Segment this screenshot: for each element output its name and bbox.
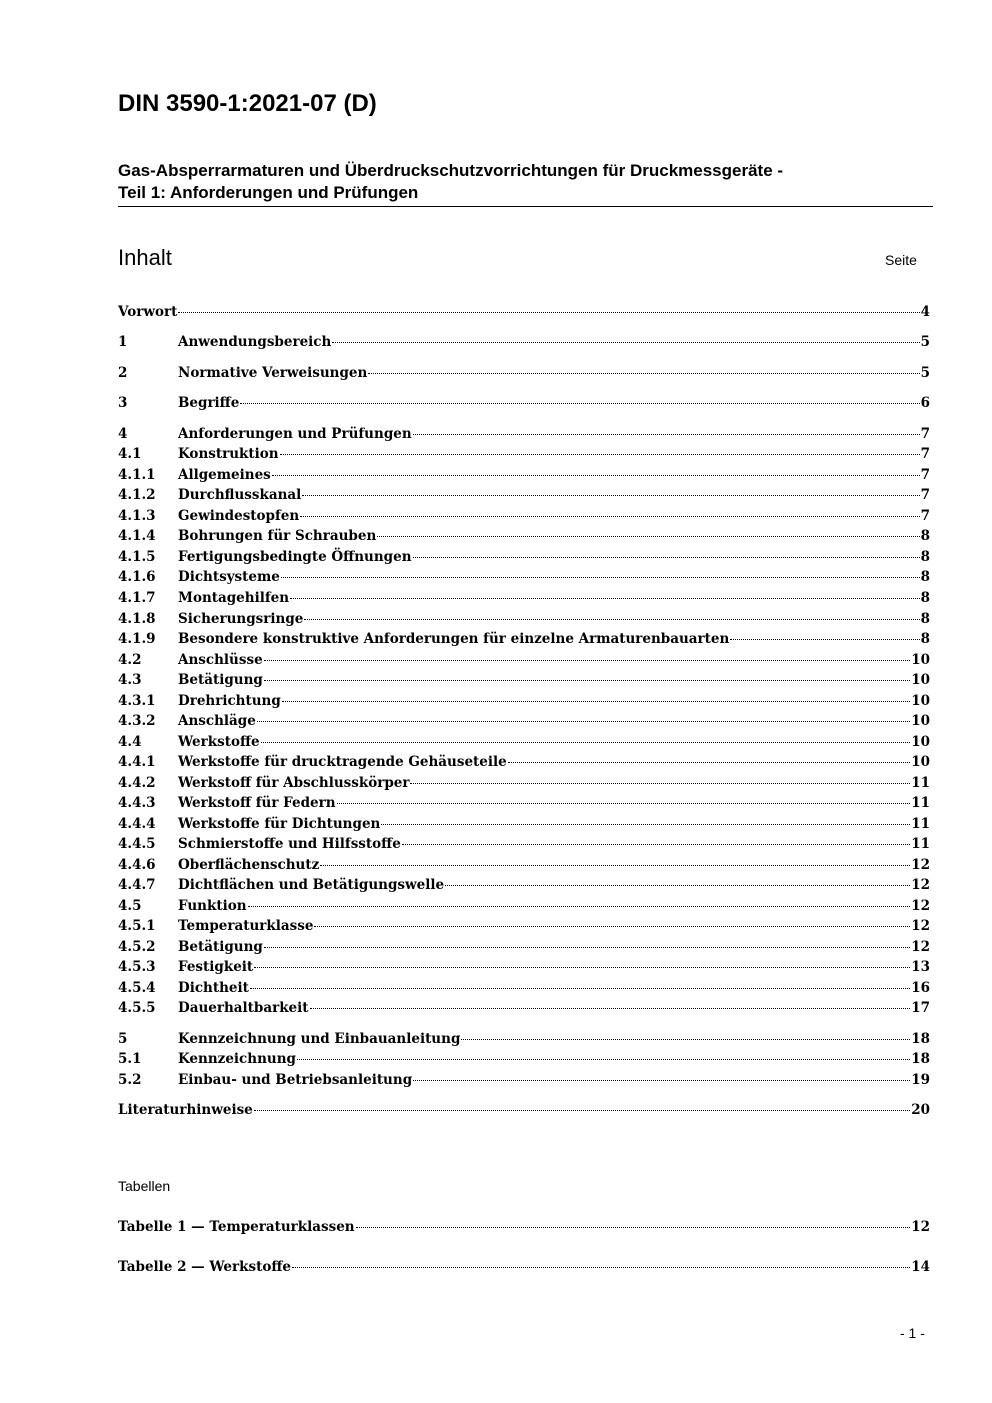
- toc-leader-dots: [314, 926, 910, 927]
- toc-entry[interactable]: [118, 609, 930, 629]
- toc-entry-page: 10: [911, 672, 930, 688]
- toc-entry[interactable]: [118, 793, 930, 813]
- toc-entry[interactable]: [118, 1070, 930, 1090]
- toc-entry-page: 12: [911, 877, 930, 893]
- toc-entry[interactable]: [118, 424, 930, 444]
- toc-leader-dots: [461, 1039, 910, 1040]
- toc-entry[interactable]: [118, 773, 930, 793]
- toc-entry-number: 4.1.1: [118, 467, 156, 483]
- toc-entry-page: 11: [911, 836, 930, 852]
- toc-entry[interactable]: [118, 855, 930, 875]
- toc-entry-page: 7: [920, 508, 930, 524]
- toc-heading: Inhalt: [118, 245, 172, 270]
- toc-entry-number: 4.1.4: [118, 528, 156, 544]
- toc-entry-number: 4.4.4: [118, 816, 156, 832]
- toc-entry-title: Dichtflächen und Betätigungswelle: [178, 877, 445, 893]
- toc-entry-title: Anforderungen und Prüfungen: [178, 426, 412, 442]
- toc-entry-number: 4.4.3: [118, 795, 156, 811]
- toc-entry[interactable]: [118, 1049, 930, 1069]
- toc-leader-dots: [310, 1008, 911, 1009]
- toc-entry-title: Anschlüsse: [178, 652, 263, 668]
- toc-entry-title: Werkstoffe für Dichtungen: [178, 816, 381, 832]
- table-entry-title: Tabelle 2 — Werkstoffe: [118, 1259, 291, 1275]
- toc-entry-title: Temperaturklasse: [178, 918, 314, 934]
- toc-entry[interactable]: [118, 916, 930, 936]
- toc-entry[interactable]: [118, 506, 930, 526]
- toc-leader-dots: [413, 557, 920, 558]
- toc-entry[interactable]: [118, 393, 930, 413]
- toc-entry-page: 16: [911, 980, 930, 996]
- toc-entry-number: 4.3.2: [118, 713, 156, 729]
- toc-entry-title: Sicherungsringe: [178, 611, 304, 627]
- toc-leader-dots: [280, 454, 920, 455]
- toc-leader-dots: [337, 803, 911, 804]
- toc-entry[interactable]: [118, 711, 930, 731]
- toc-entry-number: 4.1.9: [118, 631, 156, 647]
- table-entry-title: Tabelle 1 — Temperaturklassen: [118, 1219, 355, 1235]
- toc-entry-page: 8: [920, 528, 930, 544]
- toc-entry-title: Werkstoffe: [178, 734, 260, 750]
- toc-entry-page: 10: [911, 713, 930, 729]
- toc-entry-page: 10: [911, 693, 930, 709]
- toc-leader-dots: [413, 434, 920, 435]
- toc-leader-dots: [254, 967, 910, 968]
- toc-leader-dots: [250, 988, 910, 989]
- toc-entry-number: 4.1.2: [118, 487, 156, 503]
- toc-entry[interactable]: [118, 547, 930, 567]
- toc-entry-page: 12: [911, 918, 930, 934]
- toc-entry-title: Dauerhaltbarkeit: [178, 1000, 309, 1016]
- toc-entry-title: Drehrichtung: [178, 693, 281, 709]
- toc-entry-title: Vorwort: [118, 304, 178, 320]
- toc-entry-number: 4.5.1: [118, 918, 156, 934]
- toc-leader-dots: [292, 1267, 910, 1268]
- toc-entry-number: 4.4.7: [118, 877, 156, 893]
- toc-entry-number: 4.1: [118, 446, 142, 462]
- toc-entry-number: 5: [118, 1031, 128, 1047]
- toc-entry-page: 7: [920, 487, 930, 503]
- toc-entry-page: 4: [920, 304, 930, 320]
- toc-leader-dots: [281, 577, 920, 578]
- toc-leader-dots: [332, 342, 919, 343]
- toc-entry-title: Bohrungen für Schrauben: [178, 528, 377, 544]
- toc-entry-number: 4.2: [118, 652, 142, 668]
- toc-leader-dots: [356, 1227, 911, 1228]
- table-entry-page: 14: [911, 1259, 930, 1275]
- toc-entry-title: Allgemeines: [178, 467, 271, 483]
- toc-entry-page: 19: [911, 1072, 930, 1088]
- toc-entry-page: 18: [911, 1051, 930, 1067]
- toc-entry-number: 4.4.1: [118, 754, 156, 770]
- toc-entry[interactable]: [118, 670, 930, 690]
- toc-entry-title: Kennzeichnung: [178, 1051, 296, 1067]
- toc-entry-number: 2: [118, 365, 128, 381]
- toc-leader-dots: [320, 865, 910, 866]
- toc-entry[interactable]: [118, 567, 930, 587]
- toc-entry-page: 12: [911, 857, 930, 873]
- toc-entry-page: 10: [911, 734, 930, 750]
- toc-leader-dots: [300, 516, 919, 517]
- table-entry-page: 12: [911, 1219, 930, 1235]
- toc-entry-number: 4.3.1: [118, 693, 156, 709]
- toc-entry[interactable]: [118, 752, 930, 772]
- toc-entry-page: 7: [920, 426, 930, 442]
- toc-leader-dots: [304, 619, 919, 620]
- toc-leader-dots: [264, 660, 911, 661]
- toc-entry-number: 4.4.2: [118, 775, 156, 791]
- toc-entry[interactable]: [118, 302, 930, 322]
- toc-entry-number: 4.4.5: [118, 836, 156, 852]
- toc-entry-page: 20: [911, 1102, 930, 1118]
- title-divider: [118, 206, 933, 207]
- toc-entry-title: Montagehilfen: [178, 590, 290, 606]
- toc-entry[interactable]: [118, 465, 930, 485]
- toc-entry[interactable]: [118, 896, 930, 916]
- toc-entry-page: 8: [920, 569, 930, 585]
- toc-entry-title: Werkstoff für Abschlusskörper: [178, 775, 410, 791]
- toc-entry-page: 17: [911, 1000, 930, 1016]
- toc-entry-page: 11: [911, 795, 930, 811]
- toc-leader-dots: [302, 495, 919, 496]
- toc-leader-dots: [282, 701, 910, 702]
- toc-entry-page: 8: [920, 631, 930, 647]
- toc-entry-number: 4.5.3: [118, 959, 156, 975]
- toc-leader-dots: [254, 1110, 910, 1111]
- toc-leader-dots: [377, 536, 919, 537]
- toc-leader-dots: [264, 947, 910, 948]
- toc-entry-title: Festigkeit: [178, 959, 254, 975]
- toc-entry-page: 11: [911, 775, 930, 791]
- toc-leader-dots: [264, 680, 910, 681]
- toc-leader-dots: [508, 762, 910, 763]
- toc-entry-page: 10: [911, 652, 930, 668]
- table-list-entry[interactable]: [118, 1217, 930, 1237]
- toc-entry-title: Durchflusskanal: [178, 487, 302, 503]
- toc-entry-number: 4.1.7: [118, 590, 156, 606]
- subtitle-line-2: Teil 1: Anforderungen und Prüfungen: [118, 183, 419, 202]
- toc-entry-number: 4.4: [118, 734, 142, 750]
- toc-entry-number: 4.1.8: [118, 611, 156, 627]
- toc-entry-title: Betätigung: [178, 939, 263, 955]
- toc-leader-dots: [178, 312, 919, 313]
- toc-entry-page: 10: [911, 754, 930, 770]
- toc-entry-number: 5.2: [118, 1072, 142, 1088]
- toc-leader-dots: [381, 824, 910, 825]
- toc-entry[interactable]: [118, 444, 930, 464]
- toc-entry-title: Oberflächenschutz: [178, 857, 320, 873]
- document-id: DIN 3590-1:2021-07 (D): [118, 90, 377, 117]
- toc-leader-dots: [261, 742, 911, 743]
- toc-entry-page: 11: [911, 816, 930, 832]
- toc-entry-page: 5: [920, 365, 930, 381]
- toc-entry-page: 6: [920, 395, 930, 411]
- toc-entry-page: 7: [920, 446, 930, 462]
- toc-entry-page: 12: [911, 939, 930, 955]
- toc-entry-title: Begriffe: [178, 395, 240, 411]
- toc-entry[interactable]: [118, 875, 930, 895]
- toc-entry[interactable]: [118, 485, 930, 505]
- toc-entry-title: Einbau- und Betriebsanleitung: [178, 1072, 413, 1088]
- toc-entry-page: 8: [920, 549, 930, 565]
- tables-heading: Tabellen: [118, 1178, 171, 1194]
- toc-page-label: Seite: [885, 252, 917, 268]
- toc-entry-number: 3: [118, 395, 128, 411]
- toc-entry[interactable]: [118, 998, 930, 1018]
- toc-entry[interactable]: [118, 691, 930, 711]
- subtitle-line-1: Gas-Absperrarmaturen und Überdruckschutzvorrichtungen für Druckmessgeräte -: [118, 161, 784, 180]
- toc-entry[interactable]: [118, 814, 930, 834]
- toc-entry-page: 5: [920, 334, 930, 350]
- toc-entry-title: Fertigungsbedingte Öffnungen: [178, 549, 412, 565]
- table-list-entry[interactable]: [118, 1257, 930, 1277]
- toc-entry-title: Anschläge: [178, 713, 256, 729]
- toc-entry[interactable]: [118, 332, 930, 352]
- toc-entry-page: 8: [920, 611, 930, 627]
- toc-leader-dots: [368, 373, 919, 374]
- toc-entry[interactable]: [118, 732, 930, 752]
- toc-entry-number: 4.5.5: [118, 1000, 156, 1016]
- toc-entry[interactable]: [118, 834, 930, 854]
- toc-entry-number: 4.5.4: [118, 980, 156, 996]
- toc-entry-number: 4.4.6: [118, 857, 156, 873]
- toc-entry-title: Dichtsysteme: [178, 569, 280, 585]
- toc-entry-page: 8: [920, 590, 930, 606]
- toc-entry-number: 4: [118, 426, 128, 442]
- toc-entry-page: 7: [920, 467, 930, 483]
- toc-entry[interactable]: [118, 526, 930, 546]
- toc-leader-dots: [248, 906, 911, 907]
- toc-leader-dots: [413, 1080, 910, 1081]
- toc-leader-dots: [290, 598, 920, 599]
- toc-entry-page: 13: [911, 959, 930, 975]
- toc-entry[interactable]: [118, 937, 930, 957]
- toc-entry[interactable]: [118, 588, 930, 608]
- toc-entry-title: Gewindestopfen: [178, 508, 300, 524]
- toc-entry-title: Anwendungsbereich: [178, 334, 332, 350]
- toc-entry-number: 4.1.5: [118, 549, 156, 565]
- toc-entry[interactable]: [118, 629, 930, 649]
- toc-entry[interactable]: [118, 363, 930, 383]
- toc-entry-title: Konstruktion: [178, 446, 279, 462]
- toc-entry-title: Normative Verweisungen: [178, 365, 368, 381]
- toc-leader-dots: [257, 721, 910, 722]
- toc-entry-number: 4.3: [118, 672, 142, 688]
- toc-leader-dots: [272, 475, 920, 476]
- toc-entry-title: Besondere konstruktive Anforderungen für einzelne Armaturenbauarten: [178, 631, 730, 647]
- toc-entry-title: Dichtheit: [178, 980, 249, 996]
- toc-entry-number: 4.5: [118, 898, 142, 914]
- page-number: - 1 -: [900, 1325, 925, 1341]
- toc-entry-page: 18: [911, 1031, 930, 1047]
- toc-entry-title: Werkstoff für Federn: [178, 795, 336, 811]
- toc-entry[interactable]: [118, 978, 930, 998]
- toc-entry-title: Schmierstoffe und Hilfsstoffe: [178, 836, 401, 852]
- toc-leader-dots: [297, 1059, 910, 1060]
- toc-entry[interactable]: [118, 1100, 930, 1120]
- toc-leader-dots: [410, 783, 910, 784]
- toc-entry-page: 12: [911, 898, 930, 914]
- toc-entry-number: 4.5.2: [118, 939, 156, 955]
- toc-entry-title: Literaturhinweise: [118, 1102, 253, 1118]
- toc-entry-title: Werkstoffe für drucktragende Gehäuseteile: [178, 754, 507, 770]
- toc-leader-dots: [445, 885, 910, 886]
- toc-leader-dots: [402, 844, 910, 845]
- toc-leader-dots: [240, 403, 919, 404]
- toc-entry[interactable]: [118, 957, 930, 977]
- toc-entry-title: Betätigung: [178, 672, 263, 688]
- toc-entry[interactable]: [118, 650, 930, 670]
- document-subtitle: [118, 160, 933, 204]
- toc-entry-title: Kennzeichnung und Einbauanleitung: [178, 1031, 461, 1047]
- toc-entry-number: 4.1.3: [118, 508, 156, 524]
- toc-entry-number: 5.1: [118, 1051, 142, 1067]
- toc-entry-title: Funktion: [178, 898, 247, 914]
- toc-leader-dots: [730, 639, 919, 640]
- toc-entry-number: 4.1.6: [118, 569, 156, 585]
- toc-entry-number: 1: [118, 334, 128, 350]
- toc-entry[interactable]: [118, 1029, 930, 1049]
